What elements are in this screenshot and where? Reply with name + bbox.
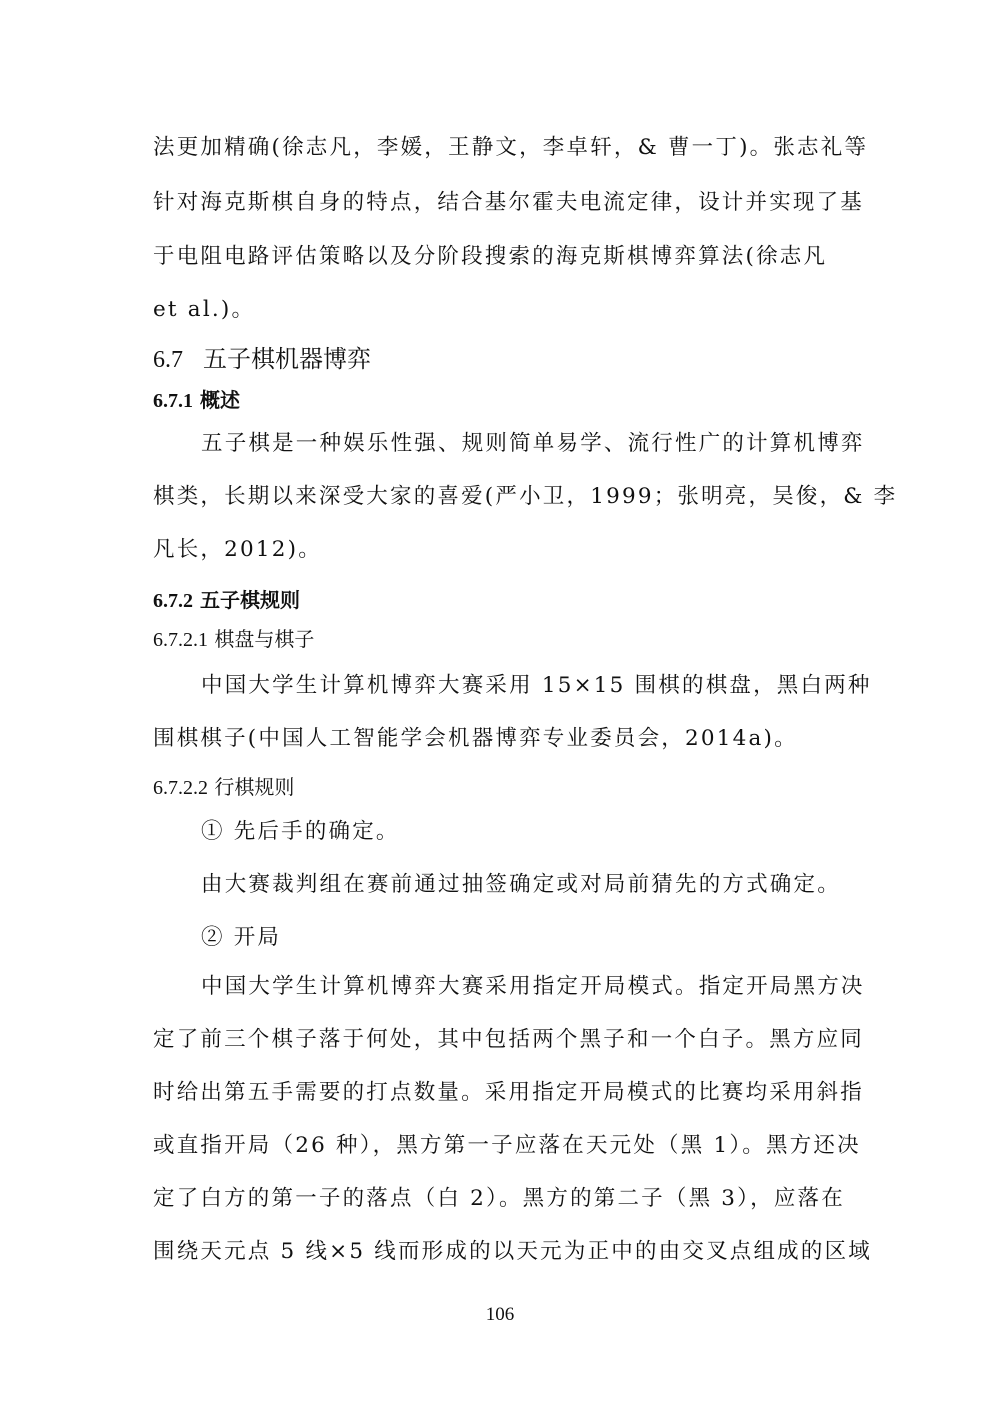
subsubsection-title: 行棋规则 bbox=[214, 775, 295, 799]
subsubsection-number: 6.7.2.2 bbox=[153, 777, 208, 799]
list-item: ① 先后手的确定。 bbox=[201, 819, 400, 844]
paragraph-line: et al.)。 bbox=[153, 297, 256, 322]
subsubsection-title: 棋盘与棋子 bbox=[214, 627, 315, 651]
paragraph-line: 法更加精确(徐志凡，李媛，王静文，李卓轩，& 曹一丁)。张志礼等 bbox=[153, 135, 869, 160]
subsection-title: 五子棋规则 bbox=[199, 588, 300, 612]
list-item: ② 开局 bbox=[201, 925, 282, 950]
paragraph-line: 棋类，长期以来深受大家的喜爱(严小卫，1999；张明亮，吴俊，& 李 bbox=[153, 484, 898, 509]
paragraph-line: 围绕天元点 5 线×5 线而形成的以天元为正中的由交叉点组成的区域 bbox=[153, 1239, 872, 1264]
subsection-heading-6-7-2 bbox=[153, 587, 300, 614]
paragraph-line: 或直指开局（26 种），黑方第一子应落在天元处（黑 1）。黑方还决 bbox=[153, 1133, 861, 1158]
paragraph-line: 定了前三个棋子落于何处，其中包括两个黑子和一个白子。黑方应同 bbox=[153, 1027, 865, 1052]
section-heading-6-7 bbox=[153, 344, 371, 375]
paragraph-line: 围棋棋子(中国人工智能学会机器博弈专业委员会，2014a)。 bbox=[153, 726, 798, 751]
paragraph-line: 针对海克斯棋自身的特点，结合基尔霍夫电流定律，设计并实现了基 bbox=[153, 190, 865, 215]
subsubsection-heading-6-7-2-1 bbox=[153, 626, 314, 653]
page-number: 106 bbox=[485, 1304, 515, 1325]
subsubsection-number: 6.7.2.1 bbox=[153, 629, 208, 651]
subsection-heading-6-7-1 bbox=[153, 387, 240, 414]
paragraph-line: 定了白方的第一子的落点（白 2）。黑方的第二子（黑 3），应落在 bbox=[153, 1186, 845, 1211]
paragraph-line: 凡长，2012)。 bbox=[153, 537, 322, 562]
section-title: 五子棋机器博弈 bbox=[203, 345, 371, 373]
section-number: 6.7 bbox=[153, 347, 183, 373]
paragraph-line: 于电阻电路评估策略以及分阶段搜索的海克斯棋博弈算法(徐志凡 bbox=[153, 244, 828, 269]
subsection-number: 6.7.2 bbox=[153, 590, 193, 612]
subsection-title: 概述 bbox=[199, 388, 240, 412]
subsubsection-heading-6-7-2-2 bbox=[153, 774, 294, 801]
paragraph-line: 五子棋是一种娱乐性强、规则简单易学、流行性广的计算机博弈 bbox=[201, 431, 865, 456]
paragraph-line: 中国大学生计算机博弈大赛采用指定开局模式。指定开局黑方决 bbox=[201, 974, 865, 999]
subsection-number: 6.7.1 bbox=[153, 390, 193, 412]
paragraph-line: 时给出第五手需要的打点数量。采用指定开局模式的比赛均采用斜指 bbox=[153, 1080, 865, 1105]
paragraph-line: 由大赛裁判组在赛前通过抽签确定或对局前猜先的方式确定。 bbox=[201, 872, 841, 897]
paragraph-line: 中国大学生计算机博弈大赛采用 15×15 围棋的棋盘，黑白两种 bbox=[201, 673, 872, 698]
